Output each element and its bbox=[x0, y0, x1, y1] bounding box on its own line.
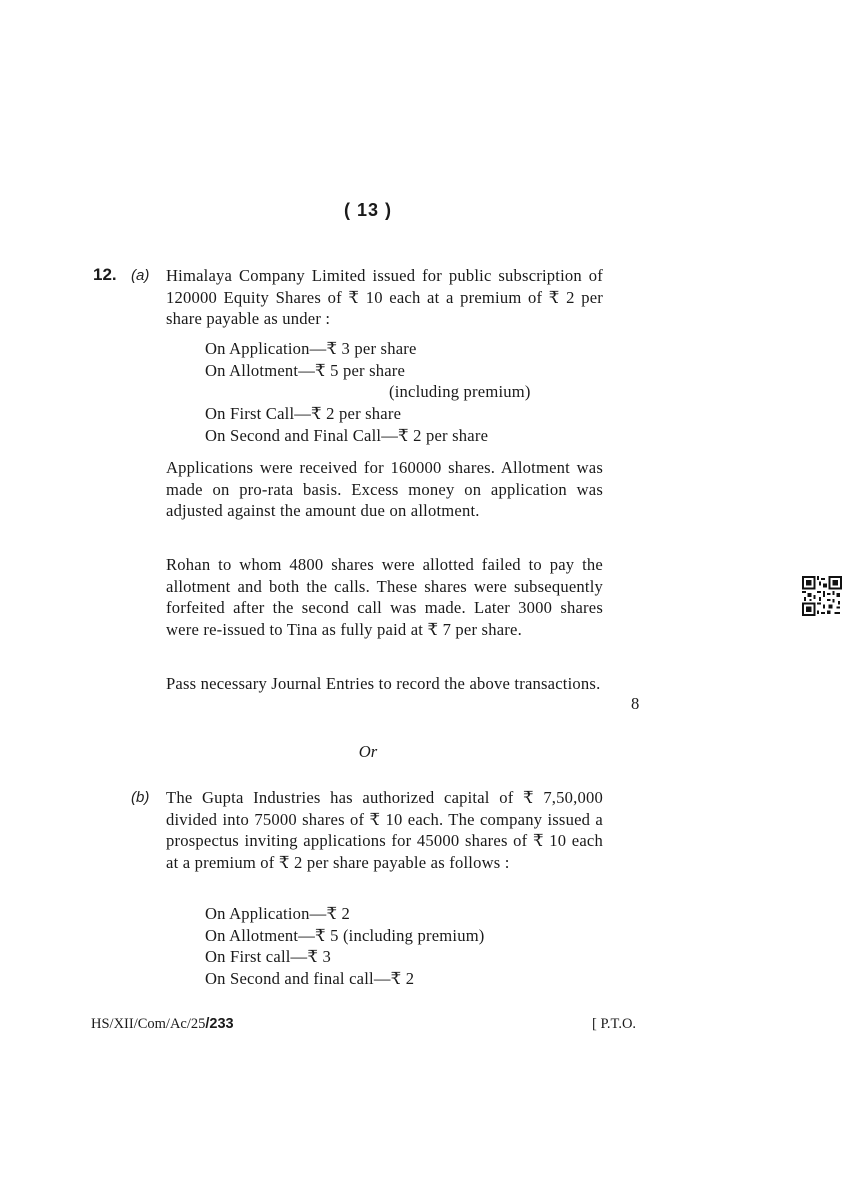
part-b-intro: The Gupta Industries has authorized capital of ₹ 7,50,000 divided into 75000 shares of ₹ 10 each. The company issued a prospectus inviting applications for 45000 shares of ₹ 10 each at a premium of ₹ 2 per share payable as follows : bbox=[166, 788, 603, 873]
qr-code-icon bbox=[802, 576, 842, 616]
part-a-intro: Himalaya Company Limited issued for public subscription of 120000 Equity Shares of ₹ 10 each at a premium of ₹ 2 per share payable as under : bbox=[166, 266, 603, 329]
part-a-instruction: Pass necessary Journal Entries to record the above transactions. bbox=[166, 674, 601, 693]
part-b-schedule-application: On Application—₹ 2 bbox=[205, 904, 351, 923]
question-number: 12. bbox=[93, 265, 117, 284]
part-a-schedule-allotment: On Allotment—₹ 5 per share bbox=[205, 361, 406, 380]
part-a-schedule-allotment-note: (including premium) bbox=[389, 382, 531, 401]
part-b-schedule-second-call: On Second and final call—₹ 2 bbox=[205, 969, 415, 988]
part-a-label: (a) bbox=[131, 267, 150, 284]
part-a-applications-paragraph: Applications were received for 160000 shares. Allotment was made on pro-rata basis. Excess money on application was adjusted against the amount due on allotment. bbox=[166, 458, 603, 521]
part-b-label: (b) bbox=[131, 789, 150, 806]
page-number: ( 13 ) bbox=[343, 200, 392, 220]
paper-code bbox=[91, 1016, 234, 1033]
or-divider: Or bbox=[358, 742, 378, 761]
part-a-schedule-first-call: On First Call—₹ 2 per share bbox=[205, 404, 402, 423]
marks: 8 bbox=[631, 694, 640, 713]
part-a-schedule-second-call: On Second and Final Call—₹ 2 per share bbox=[205, 426, 489, 445]
pto-label: [ P.T.O. bbox=[592, 1016, 637, 1032]
paper-code-prefix: HS/XII/Com/Ac/25 bbox=[91, 1016, 206, 1032]
part-b-schedule-allotment: On Allotment—₹ 5 (including premium) bbox=[205, 926, 485, 945]
part-b-schedule-first-call: On First call—₹ 3 bbox=[205, 947, 331, 966]
part-a-rohan-paragraph: Rohan to whom 4800 shares were allotted failed to pay the allotment and both the calls. These shares were subsequently forfeited after the second call was made. Later 3000 shares were re-issued to Tina as fully paid at ₹ 7 per share. bbox=[166, 555, 603, 640]
part-a-schedule-application: On Application—₹ 3 per share bbox=[205, 339, 417, 358]
paper-code-suffix: /233 bbox=[205, 1016, 234, 1032]
